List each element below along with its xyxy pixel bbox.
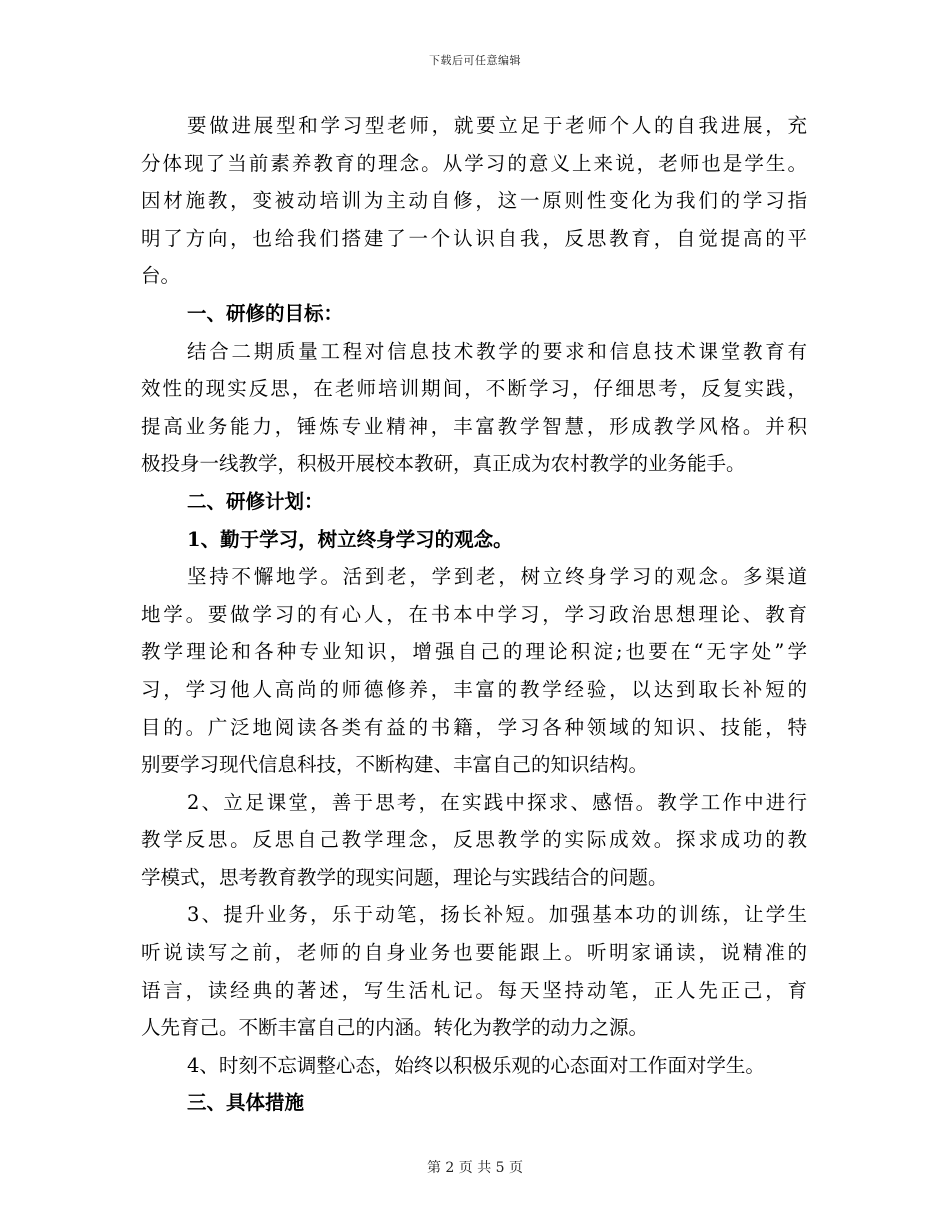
section-heading-line: 一、研修的目标：: [187, 301, 344, 325]
paragraph-line: 别要学习现代信息科技，不断构建、丰富自己的知识结构。: [141, 753, 649, 777]
paragraph-line: 极投身一线教学，积极开展校本教研，真正成为农村教学的业务能手。: [141, 452, 746, 476]
paragraph-line: 教学反思。反思自己教学理念，反思教学的实际成效。探求成功的教: [141, 828, 807, 852]
paragraph-line: 分体现了当前素养教育的理念。从学习的意义上来说，老师也是学生。: [141, 151, 807, 175]
paragraph-line: 目的。广泛地阅读各类有益的书籍，学习各种领域的知识、技能，特: [141, 715, 807, 739]
paragraph-line: 台。: [141, 264, 181, 288]
paragraph-line: 人先育己。不断丰富自己的内涵。转化为教学的动力之源。: [141, 1016, 649, 1040]
paragraph-line: 2、立足课堂，善于思考，在实践中探求、感悟。教学工作中进行: [187, 790, 807, 814]
section-heading-line: 二、研修计划：: [187, 489, 324, 513]
paragraph-line: 习，学习他人高尚的师德修养，丰富的教学经验，以达到取长补短的: [141, 677, 807, 701]
paragraph-line: 学模式，思考教育教学的现实问题，理论与实践结合的问题。: [141, 865, 668, 889]
paragraph-line: 教学理论和各种专业知识，增强自己的理论积淀;也要在“无字处”学: [141, 640, 807, 664]
paragraph-line: 提高业务能力，锤炼专业精神，丰富教学智慧，形成教学风格。并积: [141, 414, 807, 438]
section-heading-line: 三、具体措施: [187, 1091, 305, 1115]
paragraph-line: 要做进展型和学习型老师，就要立足于老师个人的自我进展，充: [187, 114, 807, 137]
paragraph-line: 3、提升业务，乐于动笔，扬长补短。加强基本功的训练，让学生: [187, 903, 807, 927]
paragraph-line: 因材施教，变被动培训为主动自修，这一原则性变化为我们的学习指: [141, 189, 807, 213]
document-body: [141, 107, 807, 1122]
page-header: 下载后可任意编辑: [429, 54, 521, 67]
paragraph-line: 效性的现实反思，在老师培训期间，不断学习，仔细思考，反复实践，: [141, 377, 807, 401]
paragraph-line: 听说读写之前，老师的自身业务也要能跟上。听明家诵读，说精准的: [141, 941, 807, 965]
paragraph-line: 4、时刻不忘调整心态，始终以积极乐观的心态面对工作面对学生。: [187, 1053, 765, 1077]
paragraph-line: 语言，读经典的著述，写生活札记。每天坚持动笔，正人先正己，育: [141, 978, 807, 1002]
paragraph-line: 明了方向，也给我们搭建了一个认识自我，反思教育，自觉提高的平: [141, 226, 807, 250]
paragraph-line: 结合二期质量工程对信息技术教学的要求和信息技术课堂教育有: [187, 339, 807, 363]
section-heading-line: 1、勤于学习，树立终身学习的观念。: [187, 527, 513, 551]
paragraph-line: 坚持不懈地学。活到老，学到老，树立终身学习的观念。多渠道: [187, 565, 807, 589]
paragraph-line: 地学。要做学习的有心人，在书本中学习，学习政治思想理论、教育: [141, 602, 807, 626]
page-number-footer: 第 2 页 共 5 页: [426, 1160, 524, 1176]
